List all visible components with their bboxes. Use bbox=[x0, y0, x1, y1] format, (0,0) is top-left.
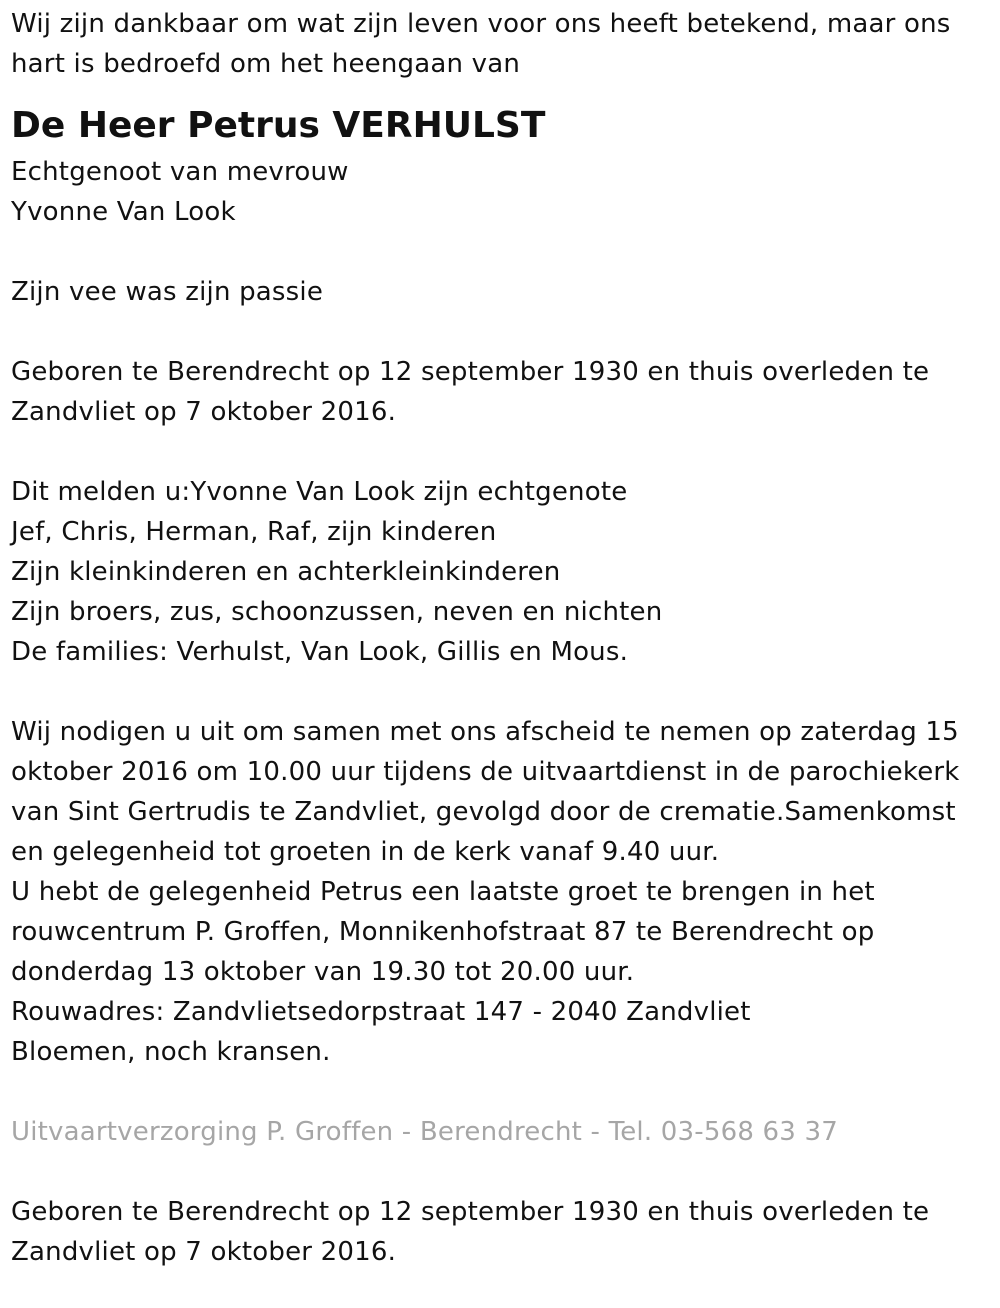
spouse-line: Echtgenoot van mevrouw bbox=[11, 157, 349, 187]
ceremony-line: oktober 2016 om 10.00 uur tijdens de uitvaartdienst in de parochiekerk bbox=[11, 757, 960, 787]
family-line: Dit melden u:Yvonne Van Look zijn echtgenote bbox=[11, 477, 628, 507]
family-line: Jef, Chris, Herman, Raf, zijn kinderen bbox=[11, 517, 497, 547]
ceremony-line: U hebt de gelegenheid Petrus een laatste groet te brengen in het bbox=[11, 877, 875, 907]
funeral-director: Uitvaartverzorging P. Groffen - Berendrecht - Tel. 03-568 63 37 bbox=[11, 1117, 838, 1147]
birth-death-line: Zandvliet op 7 oktober 2016. bbox=[11, 397, 397, 427]
spacer bbox=[11, 1152, 986, 1192]
birth-death-repeat-line: Geboren te Berendrecht op 12 september 1930 en thuis overleden te bbox=[11, 1197, 930, 1227]
ceremony-line: van Sint Gertrudis te Zandvliet, gevolgd door de crematie.Samenkomst bbox=[11, 797, 956, 827]
spacer bbox=[11, 432, 986, 472]
intro-line: Wij zijn dankbaar om wat zijn leven voor ons heeft betekend, maar ons bbox=[11, 9, 951, 39]
ceremony-line: donderdag 13 oktober van 19.30 tot 20.00 uur. bbox=[11, 957, 635, 987]
ceremony-line: Wij nodigen u uit om samen met ons afscheid te nemen op zaterdag 15 bbox=[11, 717, 959, 747]
spouse-name: Yvonne Van Look bbox=[11, 197, 236, 227]
deceased-name: De Heer Petrus VERHULST bbox=[11, 105, 546, 146]
motto: Zijn vee was zijn passie bbox=[11, 277, 324, 307]
family-line: Zijn kleinkinderen en achterkleinkinderen bbox=[11, 557, 561, 587]
ceremony-line: rouwcentrum P. Groffen, Monnikenhofstraat 87 te Berendrecht op bbox=[11, 917, 875, 947]
spacer bbox=[11, 232, 986, 272]
intro-line: hart is bedroefd om het heengaan van bbox=[11, 49, 521, 79]
spacer bbox=[11, 1072, 986, 1112]
ceremony-line: Bloemen, noch kransen. bbox=[11, 1037, 331, 1067]
birth-death-line: Geboren te Berendrecht op 12 september 1930 en thuis overleden te bbox=[11, 357, 930, 387]
ceremony-line: Rouwadres: Zandvlietsedorpstraat 147 - 2040 Zandvliet bbox=[11, 997, 751, 1027]
birth-death-repeat-line: Zandvliet op 7 oktober 2016. bbox=[11, 1237, 397, 1267]
ceremony-line: en gelegenheid tot groeten in de kerk vanaf 9.40 uur. bbox=[11, 837, 720, 867]
spacer bbox=[11, 672, 986, 712]
obituary-document bbox=[11, 4, 986, 1272]
family-line: De families: Verhulst, Van Look, Gillis en Mous. bbox=[11, 637, 629, 667]
family-line: Zijn broers, zus, schoonzussen, neven en nichten bbox=[11, 597, 663, 627]
spacer bbox=[11, 312, 986, 352]
